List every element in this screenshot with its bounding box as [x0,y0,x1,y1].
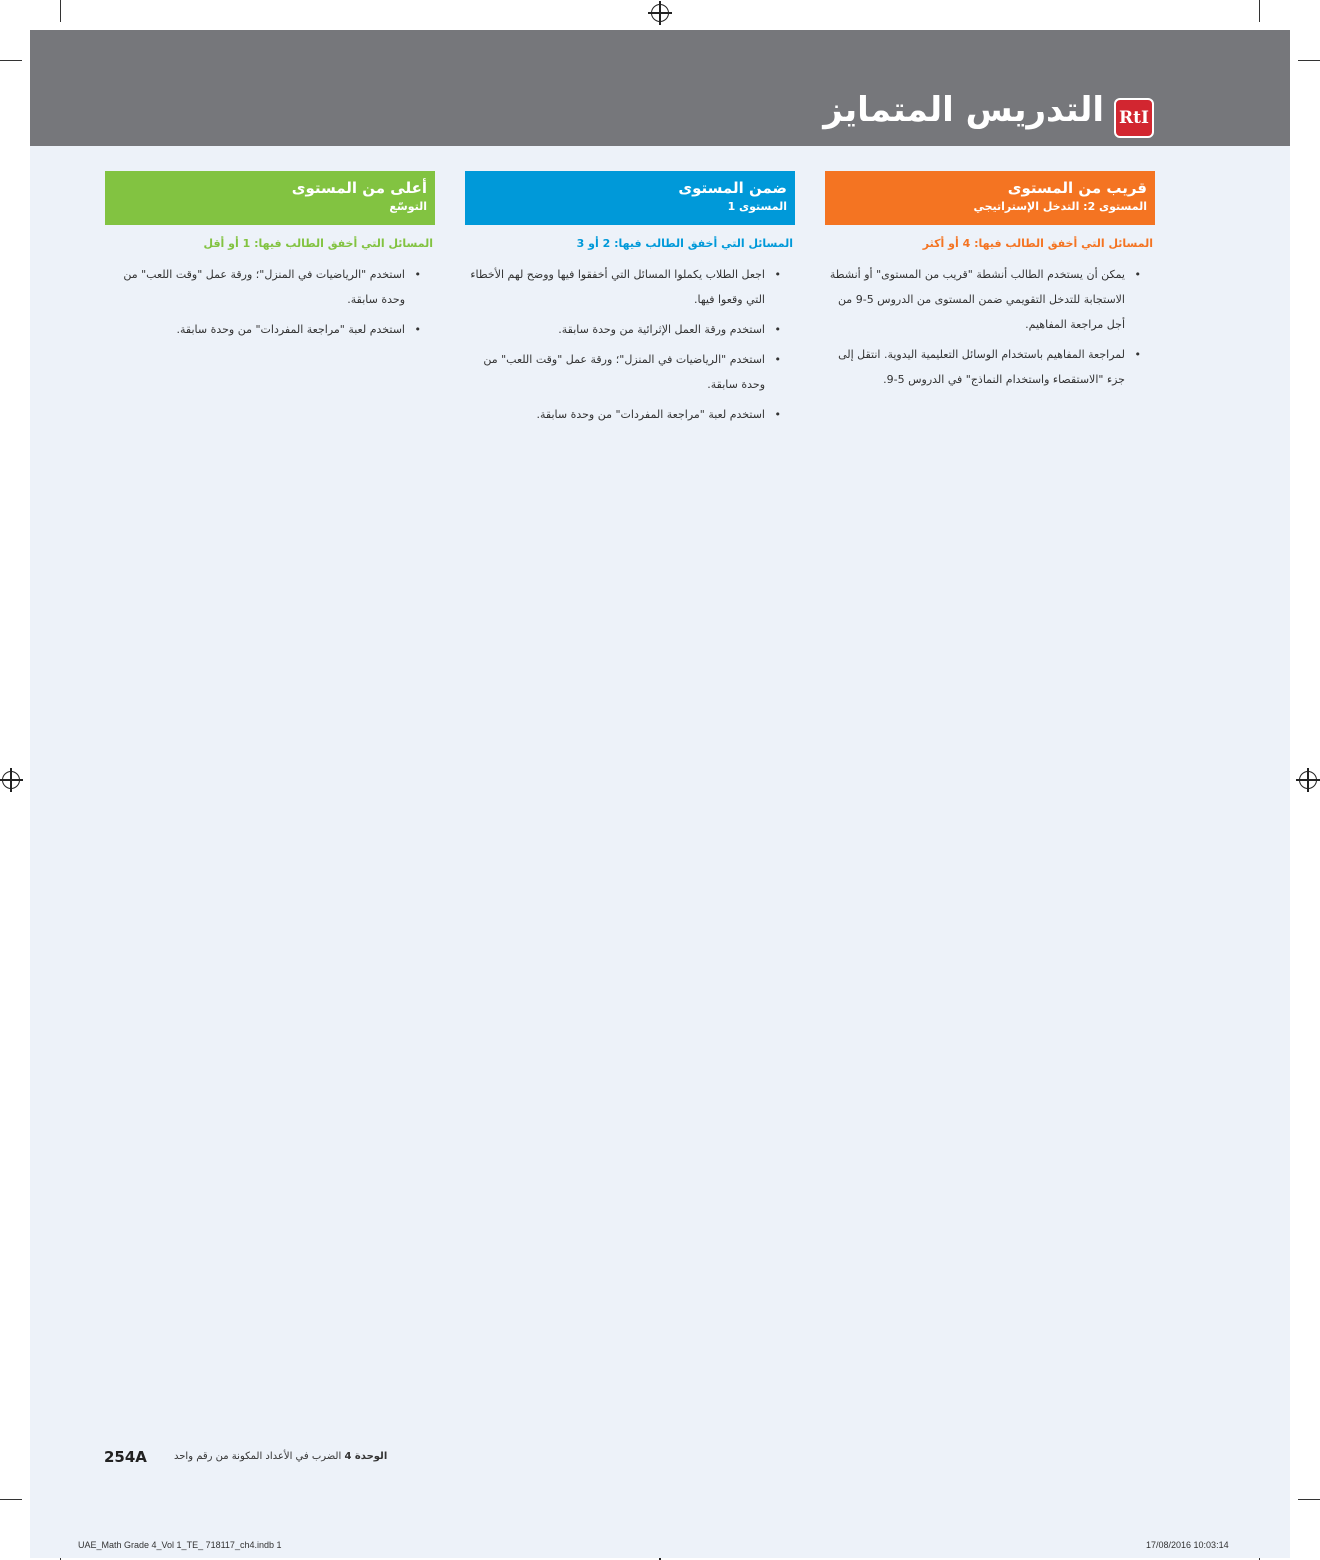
crop-mark [1298,1499,1320,1500]
footer-unit-text [174,1451,387,1462]
crop-mark [1259,0,1260,22]
criterion-text: المسائل التي أخفق الطالب فيها: 1 أو أقل [203,237,433,250]
column-title: ضمن المستوى [678,179,787,197]
rti-badge-icon: RtI [1114,98,1154,138]
criterion-text: المسائل التي أخفق الطالب فيها: 2 أو 3 [576,237,793,250]
registration-mark-icon [651,4,669,22]
crop-mark [1298,60,1320,61]
list-item: • استخدم لعبة "مراجعة المفردات" من وحدة سابقة. [465,402,781,427]
list-item: • يمكن أن يستخدم الطالب أنشطة "قريب من المستوى" أو أنشطة الاستجابة للتدخل التقويمي ضمن المستوى من الدروس 5-9 من أجل مراجعة المفاهيم. [825,262,1141,337]
item-list [825,262,1155,392]
slug-file-name: UAE_Math Grade 4_Vol 1_TE_ 718117_ch4.indb 1 [78,1540,282,1550]
registration-mark-icon [1299,771,1317,789]
item-list [105,262,435,342]
crop-mark [0,1499,22,1500]
header-bar [30,30,1290,146]
registration-mark-icon [2,771,20,789]
list-item: • استخدم "الرياضيات في المنزل"؛ ورقة عمل "وقت اللعب" من وحدة سابقة. [465,347,781,397]
column-on-level [465,171,795,432]
column-title: قريب من المستوى [1007,179,1147,197]
list-item: • استخدم "الرياضيات في المنزل"؛ ورقة عمل "وقت اللعب" من وحدة سابقة. [105,262,421,312]
list-item: • استخدم لعبة "مراجعة المفردات" من وحدة سابقة. [105,317,421,342]
column-title: أعلى من المستوى [291,179,427,197]
column-header [105,171,435,225]
crop-mark [60,0,61,22]
page-footer [104,1448,424,1472]
column-subtitle: المستوى 1 [727,200,787,213]
column-subtitle: المستوى 2: التدخل الإستراتيجي [973,200,1147,213]
item-list [465,262,795,427]
criterion-text: المسائل التي أخفق الطالب فيها: 4 أو أكثر [922,237,1153,250]
column-approaching-level [825,171,1155,397]
footer-unit-label: الوحدة 4 [344,1451,388,1462]
page [30,30,1290,1558]
column-beyond-level [105,171,435,347]
page-title: التدريس المتمايز [823,90,1104,130]
list-item: • استخدم ورقة العمل الإثرائية من وحدة سابقة. [465,317,781,342]
list-item: • اجعل الطلاب يكملوا المسائل التي أخفقوا فيها ووضح لهم الأخطاء التي وقعوا فيها. [465,262,781,312]
slug-timestamp: 17/08/2016 10:03:14 [1146,1540,1229,1550]
list-item: • لمراجعة المفاهيم باستخدام الوسائل التعليمية اليدوية. انتقل إلى جزء "الاستقصاء واستخدام النماذج" في الدروس 5-9. [825,342,1141,392]
column-subtitle: التوسّع [389,200,427,213]
column-header [465,171,795,225]
footer-unit-title: الضرب في الأعداد المكونة من رقم واحد [174,1451,342,1462]
page-number: 254A [104,1448,147,1466]
crop-mark [0,60,22,61]
column-header [825,171,1155,225]
